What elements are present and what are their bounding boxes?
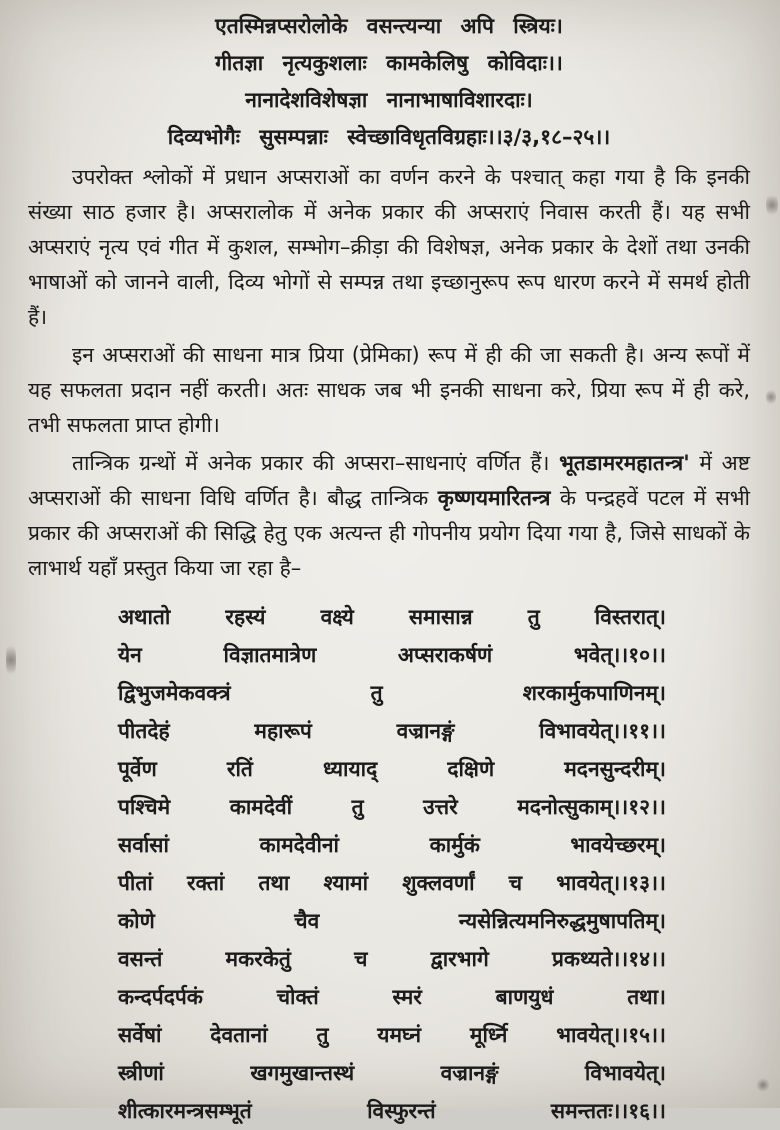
book-title-krishnayamari: कृष्णयमारितन्त्र xyxy=(437,486,551,510)
closing-verse-line: पूर्वेण रतिं ध्यायाद् दक्षिणे मदनसुन्दरीम्। xyxy=(118,757,666,781)
closing-verse-line: पीतदेहं महारूपं वज्रानङ्गं विभावयेत्।।११।। xyxy=(118,719,666,743)
paragraph-text: तान्त्रिक ग्रन्थों में अनेक प्रकार की अप्सरा–साधनाएं वर्णित हैं। xyxy=(72,451,560,475)
closing-verse-line: स्त्रीणां खगमुखान्तस्थं वज्रानङ्गं विभावयेत्। xyxy=(118,1061,666,1085)
body-text-block xyxy=(28,160,750,586)
paragraph-text: में अष्ट अप्सराओं की साधना विधि वर्णित है। बौद्ध तान्त्रिक xyxy=(28,451,750,510)
paragraph-sadhana-priya xyxy=(28,338,750,443)
paragraph-text: उपरोक्त श्लोकों में प्रधान अप्सराओं का वर्णन करने के पश्चात् कहा गया है कि इनकी संख्या साठ हजार है। अप्सरालोक में अनेक प्रकार की अप्सराएं निवास करती हैं। यह सभी अप्सराएं नृत्य एवं गीत में कुशल, सम्भोग–क्रीड़ा की विशेषज्ञ, अनेक प्रकार के देशों तथा उनकी भाषाओं को जानने वाली, दिव्य भोगों से सम्पन्न तथा इच्छानुरूप रूप धारण करने में समर्थ होती हैं। xyxy=(28,165,750,329)
opening-verse-block xyxy=(28,8,750,156)
scan-smudge xyxy=(756,1078,770,1092)
closing-verse-line: अथातो रहस्यं वक्ष्ये समासान्न तु विस्तरात्। xyxy=(118,605,666,629)
scan-smudge xyxy=(766,388,776,406)
closing-verse-line: पीतां रक्तां तथा श्यामां शुक्लवर्णां च भावयेत्।।१३।। xyxy=(118,871,666,895)
closing-verse-line: द्विभुजमेकवक्त्रं तु शरकार्मुकपाणिनम्। xyxy=(118,681,666,705)
closing-verse-line: सर्वासां कामदेवीनां कार्मुकं भावयेच्छरम्। xyxy=(118,833,666,857)
opening-verse-line: दिव्यभोगैः सुसम्पन्नाः स्वेच्छाविधृतविग्रहाः।।३/३,१८–२५।। xyxy=(167,125,611,149)
closing-verse-line: कोणे चैव न्यसेन्नित्यमनिरुद्धमुषापतिम्। xyxy=(118,909,666,933)
paragraph-tantra-sources xyxy=(28,446,750,586)
scan-smudge xyxy=(766,192,778,218)
paragraph-text: इन अप्सराओं की साधना मात्र प्रिया (प्रेमिका) रूप में ही की जा सकती है। अन्य रूपों में यह सफलता प्रदान नहीं करती। अतः साधक जब भी इनकी साधना करे, प्रिया रूप में ही करे, तभी सफलता प्राप्त होगी। xyxy=(28,343,750,437)
paragraph-apsara-description xyxy=(28,160,750,335)
closing-verse-line: शीत्कारमन्त्रसम्भूतं विस्फुरन्तं समन्ततः।।१६।। xyxy=(118,1099,666,1123)
paragraph-text: के पन्द्रहवें पटल में सभी प्रकार की अप्सराओं की सिद्धि हेतु एक अत्यन्त ही गोपनीय प्रयोग दिया गया है, जिसे साधकों के लाभार्थ यहाँ प्रस्तुत किया जा रहा है– xyxy=(28,486,750,580)
closing-verse-line: पश्चिमे कामदेवीं तु उत्तरे मदनोत्सुकाम्।।१२।। xyxy=(118,795,666,819)
closing-verse-block xyxy=(118,598,666,1130)
book-title-bhutadamara: भूतडामरमहातन्त्र' xyxy=(559,451,690,475)
closing-verse-line: वसन्तं मकरकेतुं च द्वारभागे प्रकथ्यते।।१४।। xyxy=(118,947,666,971)
opening-verse-line: एतस्मिन्नप्सरोलोके वसन्त्यन्या अपि स्त्रियः। xyxy=(215,14,563,38)
closing-verse-line: येन विज्ञातमात्रेण अप्सराकर्षणं भवेत्।।१०।। xyxy=(118,643,666,667)
scan-smudge xyxy=(6,640,16,680)
closing-verse-line: सर्वेषां देवतानां तु यमघ्नं मूर्ध्नि भावयेत्।।१५।। xyxy=(118,1023,666,1047)
opening-verse-line: गीतज्ञा नृत्यकुशलाः कामकेलिषु कोविदाः।। xyxy=(215,51,563,75)
closing-verse-line: कन्दर्पदर्पकं चोक्तं स्मरं बाणयुधं तथा। xyxy=(118,985,666,1009)
opening-verse-line: नानादेशविशेषज्ञा नानाभाषाविशारदाः। xyxy=(245,88,533,112)
